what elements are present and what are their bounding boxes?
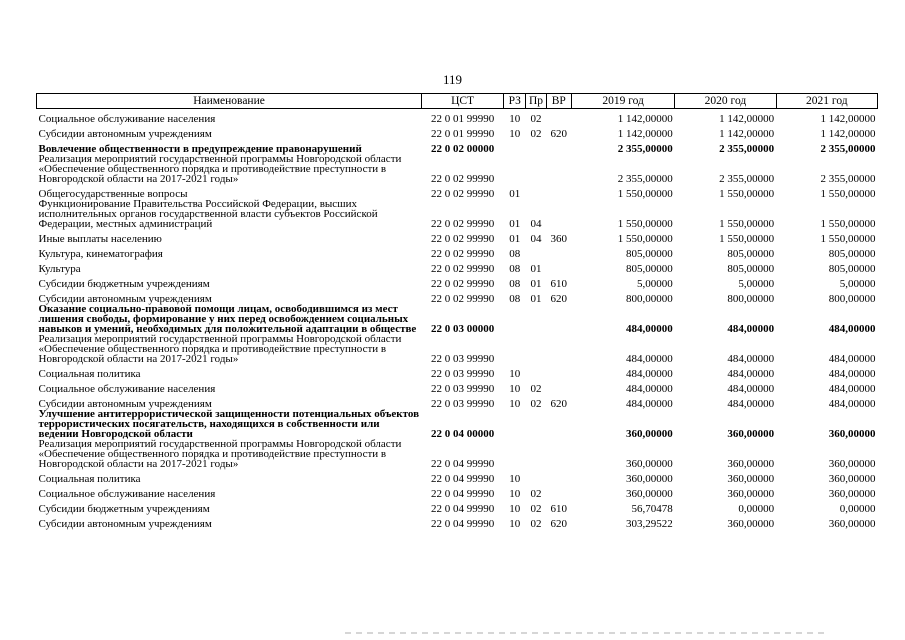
cell-cst: 22 0 04 99990 xyxy=(430,488,495,500)
cell-y2019: 1 142,00000 xyxy=(617,113,673,125)
cell-name: Субсидии бюджетным учреждениям xyxy=(38,503,210,515)
cell-rz: 10 xyxy=(509,113,521,125)
cell-name: Субсидии автономным учреждениям xyxy=(38,293,212,305)
cell-pr: 04 xyxy=(530,233,542,245)
cell-y2019: 360,00000 xyxy=(626,473,673,485)
cell-pr xyxy=(526,154,546,184)
cell-y2019: 303,29522 xyxy=(626,518,673,530)
cell-rz: 08 xyxy=(509,278,521,290)
cell-rz: 01 xyxy=(509,218,521,230)
cell-y2019: 484,00000 xyxy=(626,323,673,335)
table-body xyxy=(37,109,878,530)
cell-y2020: 360,00000 xyxy=(727,518,775,530)
cell-pr xyxy=(526,439,546,469)
cell-y2021: 484,00000 xyxy=(828,368,876,380)
cell-cst: 22 0 02 99990 xyxy=(430,218,495,230)
cell-y2019: 805,00000 xyxy=(626,248,673,260)
table-row xyxy=(37,109,878,125)
cell-y2020: 484,00000 xyxy=(727,353,775,365)
cell-cst: 22 0 01 99990 xyxy=(430,113,495,125)
table-row xyxy=(37,364,878,379)
table-row xyxy=(37,289,878,304)
cell-pr xyxy=(526,139,546,154)
cell-name: Субсидии автономным учреждениям xyxy=(38,128,212,140)
cell-name: Реализация мероприятий государственной программы Новгородской области «Обеспечение общественного порядка и противодействие преступности в Новгородской области на 2017-2021 годы» xyxy=(38,153,402,185)
cell-cst: 22 0 03 99990 xyxy=(430,398,495,410)
cell-name: Улучшение антитеррористической защищенности потенциальных объектов террористических посягательств, находящихся в собственности или ведении Новгородской области xyxy=(38,408,420,440)
cell-cst: 22 0 02 99990 xyxy=(430,188,495,200)
cell-vr xyxy=(546,139,571,154)
cell-pr xyxy=(526,304,546,334)
budget-table xyxy=(36,93,878,529)
cell-cst: 22 0 04 99990 xyxy=(430,503,495,515)
cell-y2020: 1 142,00000 xyxy=(719,128,775,140)
cell-name: Социальное обслуживание населения xyxy=(38,383,216,395)
table-row xyxy=(37,499,878,514)
cell-rz xyxy=(504,154,526,184)
cell-vr xyxy=(546,379,571,394)
cell-y2021: 5,00000 xyxy=(839,278,876,290)
cell-y2020: 360,00000 xyxy=(727,488,775,500)
cell-rz: 10 xyxy=(509,128,521,140)
cell-name: Реализация мероприятий государственной программы Новгородской области «Обеспечение общественного порядка и противодействие преступности в Новгородской области на 2017-2021 годы» xyxy=(38,438,402,470)
cell-rz xyxy=(504,409,526,439)
cell-y2020: 2 355,00000 xyxy=(719,173,775,185)
table-row xyxy=(37,274,878,289)
cell-rz: 01 xyxy=(509,233,521,245)
cell-vr xyxy=(546,364,571,379)
cell-y2021: 805,00000 xyxy=(828,248,876,260)
cell-y2019: 800,00000 xyxy=(626,293,673,305)
cell-rz: 10 xyxy=(509,518,521,530)
cell-rz xyxy=(504,439,526,469)
table-row xyxy=(37,409,878,439)
cell-rz: 10 xyxy=(509,473,521,485)
cell-y2019: 805,00000 xyxy=(626,263,673,275)
cell-y2019: 484,00000 xyxy=(626,353,673,365)
cell-vr xyxy=(546,199,571,229)
table-row xyxy=(37,304,878,334)
cell-y2019: 360,00000 xyxy=(626,488,673,500)
cell-y2021: 484,00000 xyxy=(828,398,876,410)
cell-vr xyxy=(546,409,571,439)
cell-pr: 02 xyxy=(530,128,542,140)
cell-vr xyxy=(546,439,571,469)
table-row xyxy=(37,229,878,244)
cell-y2021: 2 355,00000 xyxy=(820,173,876,185)
cell-y2021: 360,00000 xyxy=(828,458,876,470)
cell-y2019: 484,00000 xyxy=(626,383,673,395)
cell-name: Субсидии автономным учреждениям xyxy=(38,518,212,530)
header-vr: ВР xyxy=(546,94,571,109)
table-row xyxy=(37,139,878,154)
cell-rz: 10 xyxy=(509,488,521,500)
cell-y2021: 360,00000 xyxy=(828,473,876,485)
cell-y2020: 484,00000 xyxy=(727,398,775,410)
cell-y2019: 1 550,00000 xyxy=(617,188,673,200)
cell-vr: 360 xyxy=(550,233,568,245)
table-row xyxy=(37,259,878,274)
cell-pr: 02 xyxy=(530,503,542,515)
cell-y2021: 360,00000 xyxy=(828,488,876,500)
cell-vr: 620 xyxy=(550,128,568,140)
cell-y2019: 5,00000 xyxy=(637,278,673,290)
cell-name: Социальная политика xyxy=(38,473,141,485)
cell-y2021: 484,00000 xyxy=(828,353,876,365)
page-number: 119 xyxy=(442,72,463,87)
cell-y2020: 360,00000 xyxy=(727,473,775,485)
cell-vr: 610 xyxy=(550,278,568,290)
cell-rz xyxy=(504,334,526,364)
cell-vr xyxy=(546,244,571,259)
cell-y2021: 1 550,00000 xyxy=(820,188,876,200)
cell-name: Социальная политика xyxy=(38,368,141,380)
cell-vr xyxy=(546,304,571,334)
cell-rz: 08 xyxy=(509,263,521,275)
header-2021: 2021 год xyxy=(776,94,877,109)
header-2020: 2020 год xyxy=(675,94,776,109)
cell-name: Оказание социально-правовой помощи лицам, освободившимся из мест лишения свободы, формирование у них перед освобождением социальных навыков и умений, необходимых для положительной адаптации в обществе xyxy=(38,303,417,335)
cell-vr xyxy=(546,469,571,484)
cell-vr: 620 xyxy=(550,518,568,530)
cell-rz: 10 xyxy=(509,503,521,515)
cell-y2020: 1 550,00000 xyxy=(719,233,775,245)
cell-y2021: 1 142,00000 xyxy=(820,113,876,125)
cell-name: Культура xyxy=(38,263,81,275)
cell-vr: 620 xyxy=(550,293,568,305)
cell-pr: 02 xyxy=(530,518,542,530)
cell-pr xyxy=(526,469,546,484)
cell-y2020: 484,00000 xyxy=(727,368,775,380)
table-row xyxy=(37,334,878,364)
table-row xyxy=(37,154,878,184)
cell-pr: 02 xyxy=(530,113,542,125)
cell-cst: 22 0 02 99990 xyxy=(430,278,495,290)
cell-vr: 620 xyxy=(550,398,568,410)
cell-y2020: 360,00000 xyxy=(727,428,775,440)
cell-y2020: 1 550,00000 xyxy=(719,188,775,200)
cell-pr xyxy=(526,184,546,199)
cell-y2021: 484,00000 xyxy=(828,323,876,335)
cell-pr xyxy=(526,244,546,259)
cell-cst: 22 0 04 00000 xyxy=(430,428,495,440)
cell-rz: 10 xyxy=(509,383,521,395)
cell-pr: 01 xyxy=(530,293,542,305)
cell-rz xyxy=(504,304,526,334)
cell-vr xyxy=(546,109,571,125)
cell-y2020: 5,00000 xyxy=(738,278,775,290)
cell-cst: 22 0 02 99990 xyxy=(430,173,495,185)
cell-vr xyxy=(546,484,571,499)
cell-y2021: 1 550,00000 xyxy=(820,218,876,230)
cell-y2021: 2 355,00000 xyxy=(820,143,876,155)
cell-cst: 22 0 03 99990 xyxy=(430,368,495,380)
cell-vr xyxy=(546,184,571,199)
cell-name: Социальное обслуживание населения xyxy=(38,113,216,125)
cell-y2019: 484,00000 xyxy=(626,368,673,380)
cell-rz: 01 xyxy=(509,188,521,200)
cell-rz: 10 xyxy=(509,368,521,380)
table-row xyxy=(37,199,878,229)
cell-y2020: 805,00000 xyxy=(727,263,775,275)
table-row xyxy=(37,469,878,484)
cell-y2021: 360,00000 xyxy=(828,518,876,530)
cell-cst: 22 0 02 99990 xyxy=(430,263,495,275)
cell-pr xyxy=(526,409,546,439)
cell-y2021: 1 142,00000 xyxy=(820,128,876,140)
cell-y2020: 1 142,00000 xyxy=(719,113,775,125)
cell-y2021: 805,00000 xyxy=(828,263,876,275)
cell-name: Реализация мероприятий государственной программы Новгородской области «Обеспечение общественного порядка и противодействие преступности в Новгородской области на 2017-2021 годы» xyxy=(38,333,402,365)
table-row xyxy=(37,124,878,139)
cell-pr xyxy=(526,364,546,379)
cell-name: Функционирование Правительства Российской Федерации, высших исполнительных органов государственной власти субъектов Российской Федерации, местных администраций xyxy=(38,198,378,230)
cell-y2021: 0,00000 xyxy=(839,503,876,515)
cell-y2019: 484,00000 xyxy=(626,398,673,410)
table-row xyxy=(37,184,878,199)
table-row xyxy=(37,514,878,529)
cell-cst: 22 0 04 99990 xyxy=(430,458,495,470)
header-pr: Пр xyxy=(526,94,546,109)
cell-y2020: 2 355,00000 xyxy=(719,143,775,155)
cell-name: Общегосударственные вопросы xyxy=(38,188,188,200)
cell-rz xyxy=(504,139,526,154)
table-row xyxy=(37,379,878,394)
cell-vr xyxy=(546,154,571,184)
cell-y2019: 1 550,00000 xyxy=(617,218,673,230)
cell-y2019: 360,00000 xyxy=(626,458,673,470)
cell-pr xyxy=(526,334,546,364)
cell-y2019: 2 355,00000 xyxy=(617,143,673,155)
header-rz: РЗ xyxy=(504,94,526,109)
header-2019: 2019 год xyxy=(571,94,674,109)
header-name: Наименование xyxy=(37,94,422,109)
cell-cst: 22 0 03 99990 xyxy=(430,383,495,395)
cell-cst: 22 0 01 99990 xyxy=(430,128,495,140)
cell-name: Субсидии бюджетным учреждениям xyxy=(38,278,210,290)
cell-cst: 22 0 03 99990 xyxy=(430,353,495,365)
cell-vr xyxy=(546,259,571,274)
cell-pr: 01 xyxy=(530,278,542,290)
scan-artifact xyxy=(345,632,825,634)
cell-y2020: 800,00000 xyxy=(727,293,775,305)
cell-pr: 02 xyxy=(530,398,542,410)
cell-cst: 22 0 02 00000 xyxy=(430,143,495,155)
cell-y2021: 360,00000 xyxy=(828,428,876,440)
cell-y2020: 805,00000 xyxy=(727,248,775,260)
cell-cst: 22 0 04 99990 xyxy=(430,473,495,485)
cell-rz: 08 xyxy=(509,293,521,305)
cell-name: Субсидии автономным учреждениям xyxy=(38,398,212,410)
cell-y2019: 2 355,00000 xyxy=(617,173,673,185)
cell-y2021: 484,00000 xyxy=(828,383,876,395)
cell-pr: 02 xyxy=(530,488,542,500)
cell-pr: 01 xyxy=(530,263,542,275)
cell-y2020: 1 550,00000 xyxy=(719,218,775,230)
cell-vr: 610 xyxy=(550,503,568,515)
cell-pr: 04 xyxy=(530,218,542,230)
cell-cst: 22 0 02 99990 xyxy=(430,293,495,305)
cell-cst: 22 0 03 00000 xyxy=(430,323,495,335)
header-cst: ЦСТ xyxy=(422,94,504,109)
table-header-row xyxy=(37,94,878,109)
cell-y2019: 360,00000 xyxy=(626,428,673,440)
cell-y2021: 1 550,00000 xyxy=(820,233,876,245)
cell-y2019: 1 142,00000 xyxy=(617,128,673,140)
cell-y2021: 800,00000 xyxy=(828,293,876,305)
cell-y2019: 56,70478 xyxy=(631,503,673,515)
cell-pr: 02 xyxy=(530,383,542,395)
cell-y2020: 360,00000 xyxy=(727,458,775,470)
cell-name: Культура, кинематография xyxy=(38,248,163,260)
cell-rz: 08 xyxy=(509,248,521,260)
cell-name: Вовлечение общественности в предупреждение правонарушений xyxy=(38,143,362,155)
cell-rz: 10 xyxy=(509,398,521,410)
cell-name: Иные выплаты населению xyxy=(38,233,162,245)
table-row xyxy=(37,439,878,469)
cell-y2020: 484,00000 xyxy=(727,323,775,335)
cell-y2019: 1 550,00000 xyxy=(617,233,673,245)
cell-cst: 22 0 04 99990 xyxy=(430,518,495,530)
cell-y2020: 484,00000 xyxy=(727,383,775,395)
cell-cst: 22 0 02 99990 xyxy=(430,248,495,260)
cell-vr xyxy=(546,334,571,364)
cell-cst: 22 0 02 99990 xyxy=(430,233,495,245)
cell-name: Социальное обслуживание населения xyxy=(38,488,216,500)
table-row xyxy=(37,244,878,259)
cell-y2020: 0,00000 xyxy=(738,503,775,515)
table-row xyxy=(37,484,878,499)
table-row xyxy=(37,394,878,409)
